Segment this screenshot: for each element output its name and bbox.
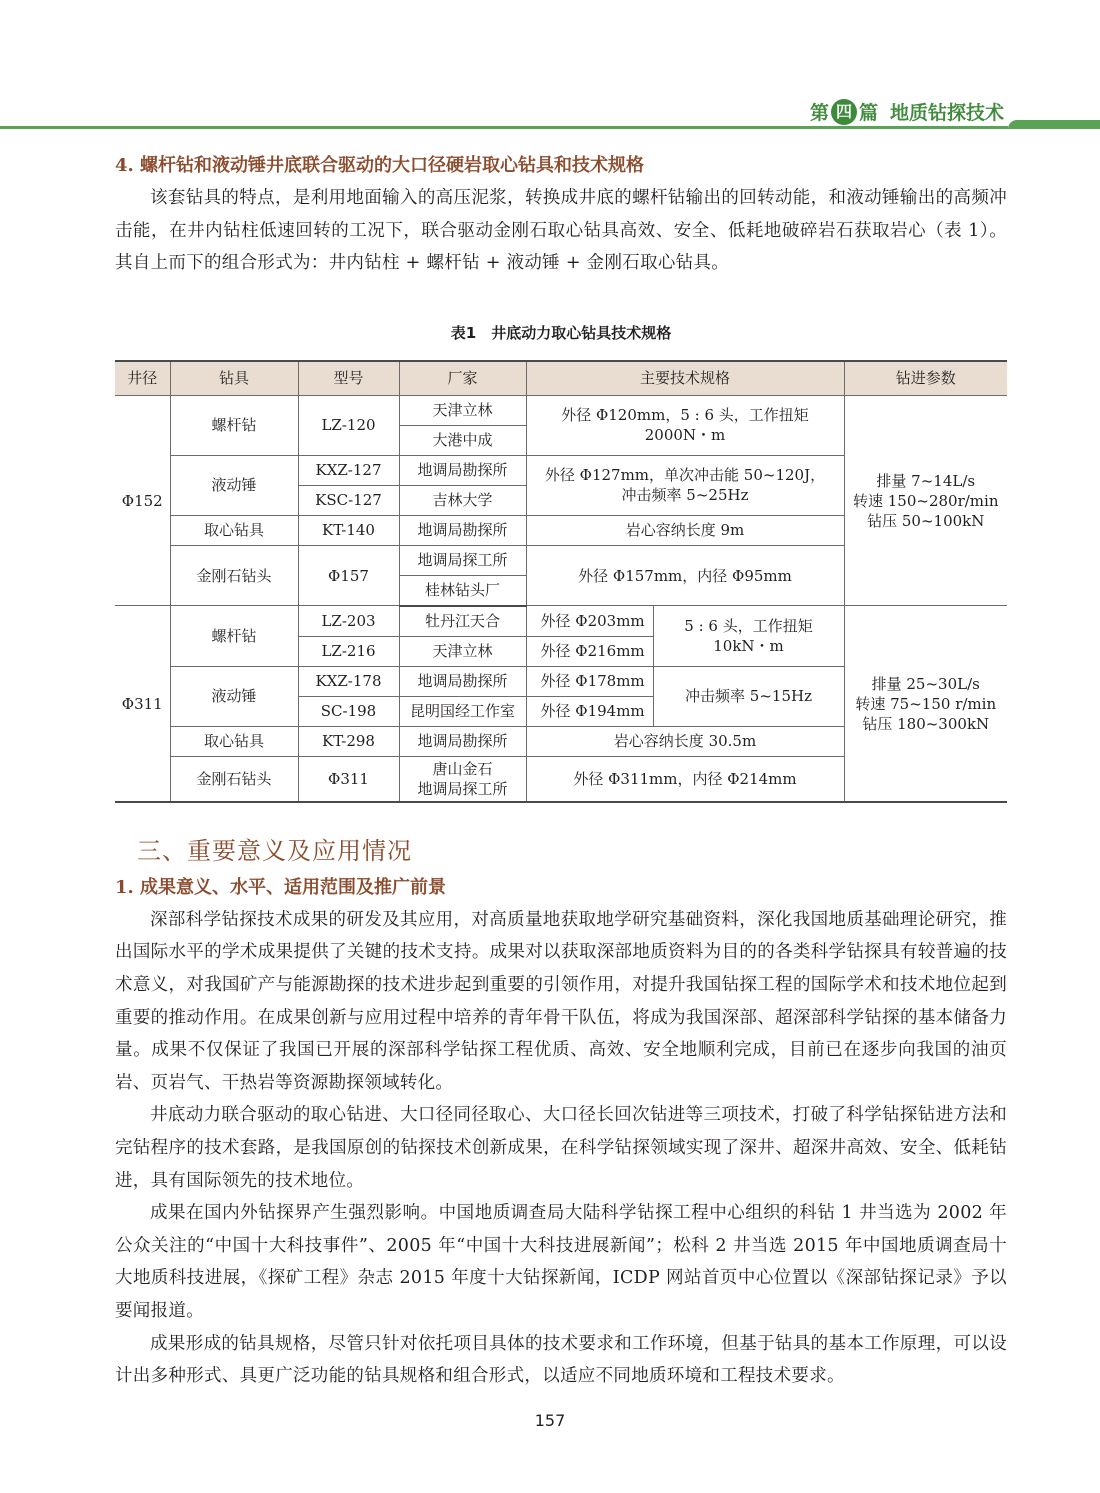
table-cell: 桂林钻头厂 <box>399 575 526 606</box>
table-cell: 外径 Φ203mm <box>526 606 653 637</box>
table-cell: 外径 Φ194mm <box>526 696 653 726</box>
cell-line: 外径 Φ127mm，单次冲击能 50~120J， <box>544 466 826 485</box>
table-cell <box>844 606 1007 802</box>
table-header: 厂家 <box>399 361 526 396</box>
table-cell: 外径 Φ178mm <box>526 666 653 696</box>
table-header: 钻具 <box>170 361 298 396</box>
paragraph: 深部科学钻探技术成果的研发及其应用，对高质量地获取地学研究基础资料，深化我国地质基础理论研究，推出国际水平的学术成果提供了关键的技术支持。成果对以获取深部地质资料为目的的各类科学钻探具有较普遍的技术意义，对我国矿产与能源勘探的技术进步起到重要的引领作用，对提升我国钻探工程的国际学术和技术地位起到重要的推动作用。在成果创新与应用过程中培养的青年骨干队伍，将成为我国深部、超深部科学钻探的基本储备力量。成果不仅保证了我国已开展的深部科学钻探工程优质、高效、安全地顺利完成，目前已在逐步向我国的油页岩、页岩气、干热岩等资源勘探领域转化。 <box>115 909 1007 1093</box>
page-number: 157 <box>534 1411 566 1430</box>
table-cell: 金刚石钻头 <box>170 545 298 606</box>
table-cell: 外径 Φ216mm <box>526 636 653 666</box>
paragraph: 该套钻具的特点，是利用地面输入的高压泥浆，转换成井底的螺杆钻输出的回转动能，和液动锤输出的高频冲击能，在井内钻柱低速回转的工况下，联合驱动金刚石取心钻具高效、安全、低耗地破碎岩石获取岩心（表 1）。其自上而下的组合形式为：井内钻柱 + 螺杆钻 + 液动锤 + 金刚石取心钻具。 <box>115 188 1007 274</box>
table-header: 主要技术规格 <box>526 361 844 396</box>
table-cell: 螺杆钻 <box>170 606 298 667</box>
cell-line: 2000N・m <box>644 426 726 445</box>
cell-line: 排量 25~30L/s <box>871 674 980 693</box>
part-number-badge: 四 <box>831 99 857 125</box>
table-cell: 地调局勘探所 <box>399 455 526 485</box>
cell-line: 5 : 6 头，工作扭矩 <box>684 617 813 636</box>
table-cell: 大港中成 <box>399 425 526 455</box>
section-heading-3: 三、重要意义及应用情况 <box>137 836 412 865</box>
table-cell: 岩心容纳长度 30.5m <box>526 726 844 756</box>
paragraph: 成果形成的钻具规格，尽管只针对依托项目具体的技术要求和工作环境，但基于钻具的基本工作原理，可以设计出多种形式、具更广泛功能的钻具规格和组合形式，以适应不同地质环境和工程技术要求。 <box>115 1333 1007 1387</box>
table-cell: 外径 Φ157mm，内径 Φ95mm <box>526 545 844 606</box>
table-cell: 液动锤 <box>170 666 298 726</box>
page-header <box>0 96 1100 128</box>
table-cell: KXZ-178 <box>298 666 399 696</box>
cell-line: 转速 150~280r/min <box>852 491 999 510</box>
table-cell: KT-140 <box>298 515 399 545</box>
chapter-title: 地质钻探技术 <box>889 102 1004 124</box>
paragraph: 成果在国内外钻探界产生强烈影响。中国地质调查局大陆科学钻探工程中心组织的科钻 1 井当选为 2002 年公众关注的“中国十大科技事件”、2005 年“中国十大科技进展新闻”；松科 2 井当选 2015 年中国地质调查局十大地质科技进展，《探矿工程》杂志 2015 年度十大钻探新闻，ICDP 网站首页中心位置以《深部钻探记录》予以要闻报道。 <box>115 1203 1007 1321</box>
page-body <box>115 150 1007 1393</box>
table-cell <box>526 395 844 455</box>
cell-line: 转速 75~150 r/min <box>855 694 997 713</box>
subsection-heading: 1. 成果意义、水平、适用范围及推广前景 <box>115 876 447 898</box>
table-cell: 地调局探工所 <box>399 545 526 575</box>
table-header: 井径 <box>115 361 170 396</box>
table-cell: 岩心容纳长度 9m <box>526 515 844 545</box>
table-cell: 外径 Φ311mm，内径 Φ214mm <box>526 756 844 802</box>
table-cell: Φ311 <box>298 756 399 802</box>
section-heading-4: 4. 螺杆钻和液动锤井底联合驱动的大口径硬岩取心钻具和技术规格 <box>115 155 645 176</box>
table-cell: Φ152 <box>115 395 170 606</box>
part-suffix: 篇 <box>858 102 878 124</box>
table-cell: 取心钻具 <box>170 515 298 545</box>
table-cell: 昆明国经工作室 <box>399 696 526 726</box>
table-cell <box>653 606 844 667</box>
cell-line: 钻压 50~100kN <box>867 511 985 530</box>
table-cell: LZ-120 <box>298 395 399 455</box>
table-cell: 螺杆钻 <box>170 395 298 455</box>
table-cell: KXZ-127 <box>298 455 399 485</box>
table-header: 型号 <box>298 361 399 396</box>
paragraph: 井底动力联合驱动的取心钻进、大口径同径取心、大口径长回次钻进等三项技术，打破了科学钻探钻进方法和完钻程序的技术套路，是我国原创的钻探技术创新成果，在科学钻探领域实现了深井、超深井高效、安全、低耗钻进，具有国际领先的技术地位。 <box>115 1105 1007 1191</box>
table-header-row <box>115 361 1007 396</box>
table-cell: 吉林大学 <box>399 485 526 515</box>
table-cell <box>844 395 1007 606</box>
table-cell: 地调局勘探所 <box>399 666 526 696</box>
table-cell: 冲击频率 5~15Hz <box>653 666 844 726</box>
table-cell: 天津立林 <box>399 395 526 425</box>
table-row <box>115 395 1007 425</box>
table-row <box>115 606 1007 637</box>
table-cell <box>399 756 526 802</box>
part-prefix: 第 <box>809 102 829 124</box>
cell-line: 外径 Φ120mm，5 : 6 头，工作扭矩 <box>561 406 809 425</box>
table-cell: 天津立林 <box>399 636 526 666</box>
table-header: 钻进参数 <box>844 361 1007 396</box>
cell-line: 地调局探工所 <box>417 779 508 798</box>
table-cell: KSC-127 <box>298 485 399 515</box>
table-cell: Φ311 <box>115 606 170 802</box>
table-cell: 地调局勘探所 <box>399 726 526 756</box>
table-cell: LZ-216 <box>298 636 399 666</box>
cell-line: 排量 7~14L/s <box>876 471 976 490</box>
cell-line: 唐山金石 <box>432 759 493 778</box>
table-caption: 表1 井底动力取心钻具技术规格 <box>450 323 672 342</box>
spec-table <box>115 360 1007 803</box>
table-cell: 液动锤 <box>170 455 298 515</box>
header-rule-tab <box>1008 120 1100 129</box>
table-cell: 地调局勘探所 <box>399 515 526 545</box>
table-cell: SC-198 <box>298 696 399 726</box>
cell-line: 冲击频率 5~25Hz <box>621 486 749 505</box>
table-cell: Φ157 <box>298 545 399 606</box>
table-cell <box>526 455 844 515</box>
running-header <box>810 98 1004 125</box>
header-rule <box>0 126 1008 129</box>
table-cell: LZ-203 <box>298 606 399 637</box>
table-cell: KT-298 <box>298 726 399 756</box>
cell-line: 10kN・m <box>713 637 784 656</box>
table-cell: 牡丹江天合 <box>399 606 526 637</box>
table-cell: 取心钻具 <box>170 726 298 756</box>
table-cell: 金刚石钻头 <box>170 756 298 802</box>
cell-line: 钻压 180~300kN <box>862 714 990 733</box>
